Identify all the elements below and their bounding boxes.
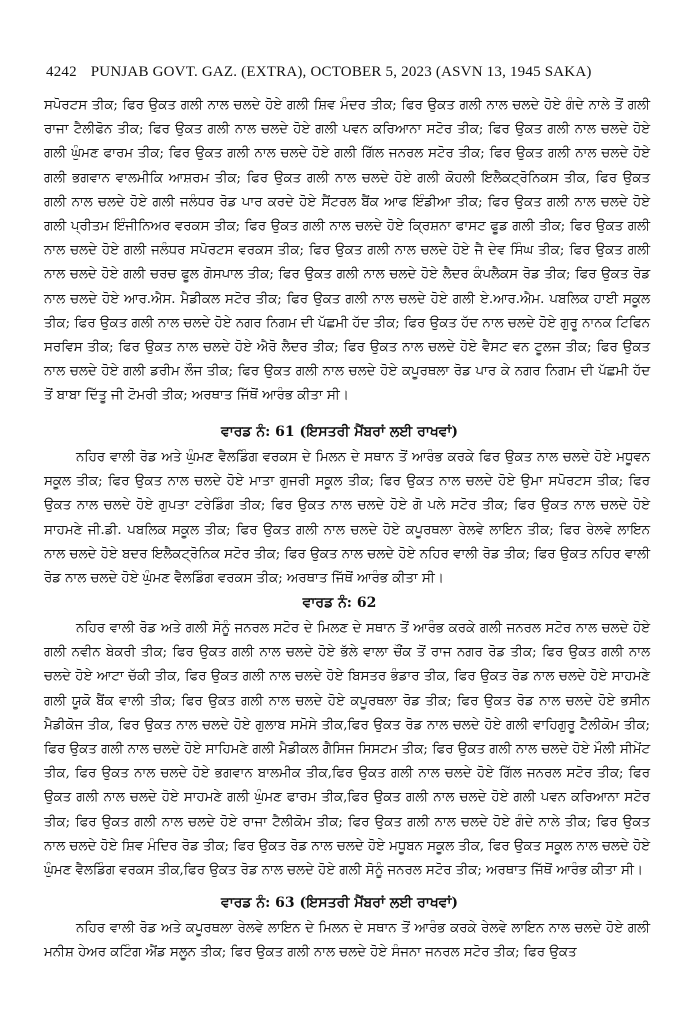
ward-61-heading: ਵਾਰਡ ਨੰ: 61 (ਇਸਤਰੀ ਮੈਂਬਰਾਂ ਲਈ ਰਾਖਵਾਂ) bbox=[220, 424, 459, 440]
page-header bbox=[46, 64, 646, 81]
running-title: PUNJAB GOVT. GAZ. (EXTRA), OCTOBER 5, 2023 (ASVN 13, 1945 SAKA) bbox=[90, 64, 592, 80]
ward-62-boundary: ਨਹਿਰ ਵਾਲੀ ਰੋਡ ਅਤੇ ਗਲੀ ਸੋਨੂੰ ਜਨਰਲ ਸਟੋਰ ਦੇ ਮਿਲਣ ਦੇ ਸਥਾਨ ਤੋਂ ਆਰੰਭ ਕਰਕੇ ਗਲੀ ਜਨਰਲ ਸਟੋਰ ਨਾਲ ਚਲਦੇ ਹੋਏ ਗਲੀ ਨਵੀਨ ਬੇਕਰੀ ਤੀਕ; ਫਿਰ ਉਕਤ ਗਲੀ ਨਾਲ ਚਲਦੇ ਹੋਏ ਭੱਲੇ ਵਾਲਾ ਚੌਂਕ ਤੋਂ ਰਾਜ ਨਗਰ ਰੋਡ ਤੀਕ; ਫਿਰ ਉਕਤ ਗਲੀ ਨਾਲ ਚਲਦੇ ਹੋਏ ਆਟਾ ਚੱਕੀ ਤੀਕ, ਫਿਰ ਉਕਤ ਗਲੀ ਨਾਲ ਚਲਦੇ ਹੋਏ ਬਿਸਤਰ ਭੰਡਾਰ ਤੀਕ, ਫਿਰ ਉਕਤ ਰੋਡ ਨਾਲ ਚਲਦੇ ਹੋਏ ਸਾਹਮਣੇ ਗਲੀ ਯੂਕੋ ਬੈਂਕ ਵਾਲੀ ਤੀਕ; ਫਿਰ ਉਕਤ ਗਲੀ ਨਾਲ ਚਲਦੇ ਹੋਏ ਕਪੂਰਥਲਾ ਰੋਡ ਤੀਕ; ਫਿਰ ਉਕਤ ਰੋਡ ਨਾਲ ਚਲਦੇ ਹੋਏ ਭਸੀਨ ਮੈਡੀਕੋਜ ਤੀਕ, ਫਿਰ ਉਕਤ ਨਾਲ ਚਲਦੇ ਹੋਏ ਗੁਲਾਬ ਸਮੋਸੇ ਤੀਕ,ਫਿਰ ਉਕਤ ਰੋਡ ਨਾਲ ਚਲਦੇ ਹੋਏ ਗਲੀ ਵਾਹਿਗੁਰੂ ਟੈਲੀਕੋਮ ਤੀਕ; ਫਿਰ ਉਕਤ ਗਲੀ ਨਾਲ ਚਲਦੇ ਹੋਏ ਸਾਹਿਮਣੇ ਗਲੀ ਮੈਡੀਕਲ ਗੈਸਿਜ ਸਿਸਟਮ ਤੀਕ; ਫਿਰ ਉਕਤ ਗਲੀ ਨਾਲ ਚਲਦੇ ਹੋਏ ਮੌਲੀ ਸੀਮੇਂਟ ਤੀਕ, ਫਿਰ ਉਕਤ ਨਾਲ ਚਲਦੇ ਹੋਏ ਭਗਵਾਨ ਬਾਲਮੀਕ ਤੀਕ,ਫਿਰ ਉਕਤ ਗਲੀ ਨਾਲ ਚਲਦੇ ਹੋਏ ਗਿੱਲ ਜਨਰਲ ਸਟੋਰ ਤੀਕ; ਫਿਰ ਉਕਤ ਗਲੀ ਨਾਲ ਚਲਦੇ ਹੋਏ ਸਾਹਮਣੇ ਗਲੀ ਘੁੰਮਣ ਫਾਰਮ ਤੀਕ,ਫਿਰ ਉਕਤ ਗਲੀ ਨਾਲ ਚਲਦੇ ਹੋਏ ਗਲੀ ਪਵਨ ਕਰਿਆਨਾ ਸਟੋਰ ਤੀਕ; ਫਿਰ ਉਕਤ ਗਲੀ ਨਾਲ ਚਲਦੇ ਹੋਏ ਰਾਜਾ ਟੈਲੀਕੋਮ ਤੀਕ; ਫਿਰ ਉਕਤ ਗਲੀ ਨਾਲ ਚਲਦੇ ਹੋਏ ਗੰਦੇ ਨਾਲੇ ਤੀਕ; ਫਿਰ ਉਕਤ ਨਾਲ ਚਲਦੇ ਹੋਏ ਸ਼ਿਵ ਮੰਦਿਰ ਰੋਡ ਤੀਕ; ਫਿਰ ਉਕਤ ਰੋਡ ਨਾਲ ਚਲਦੇ ਹੋਏ ਮਧੂਬਨ ਸਕੂਲ ਤੀਕ, ਫਿਰ ਉਕਤ ਸਕੂਲ ਨਾਲ ਚਲਦੇ ਹੋਏ ਘੁੰਮਣ ਵੈਲਡਿੰਗ ਵਰਕਸ ਤੀਕ,ਫਿਰ ਉਕਤ ਰੋਡ ਨਾਲ ਚਲਦੇ ਹੋਏ ਗਲੀ ਸੋਨੂੰ ਜਨਰਲ ਸਟੋਰ ਤੀਕ; ਅਰਥਾਤ ਜਿੱਥੋਂ ਆਰੰਭ ਕੀਤਾ ਸੀ। bbox=[44, 621, 650, 879]
page-number: 4242 bbox=[46, 64, 77, 80]
ward-63-boundary: ਨਹਿਰ ਵਾਲੀ ਰੋਡ ਅਤੇ ਕਪੂਰਥਲਾ ਰੇਲਵੇ ਲਾਇਨ ਦੇ ਮਿਲਨ ਦੇ ਸਥਾਨ ਤੋਂ ਆਰੰਭ ਕਰਕੇ ਰੇਲਵੇ ਲਾਇਨ ਨਾਲ ਚਲਦੇ ਹੋਏ ਗਲੀ ਮਨੀਸ਼ ਹੇਅਰ ਕਟਿੰਗ ਐਂਡ ਸਲੂਨ ਤੀਕ; ਫਿਰ ਉਕਤ ਗਲੀ ਨਾਲ ਚਲਦੇ ਹੋਏ ਸੰਜਨਾ ਜਨਰਲ ਸਟੋਰ ਤੀਕ; ਫਿਰ ਉਕਤ bbox=[44, 921, 650, 961]
ward-63-heading: ਵਾਰਡ ਨੰ: 63 (ਇਸਤਰੀ ਮੈਂਬਰਾਂ ਲਈ ਰਾਖਵਾਂ) bbox=[220, 895, 459, 911]
ward-62-heading: ਵਾਰਡ ਨੰ: 62 bbox=[302, 595, 377, 611]
ward-61-boundary: ਨਹਿਰ ਵਾਲੀ ਰੋਡ ਅਤੇ ਘੁੰਮਣ ਵੈਲਡਿੰਗ ਵਰਕਸ ਦੇ ਮਿਲਨ ਦੇ ਸਥਾਨ ਤੋਂ ਆਰੰਭ ਕਰਕੇ ਫਿਰ ਉਕਤ ਨਾਲ ਚਲਦੇ ਹੋਏ ਮਧੂਵਨ ਸਕੂਲ ਤੀਕ; ਫਿਰ ਉਕਤ ਨਾਲ ਚਲਦੇ ਹੋਏ ਮਾਤਾ ਗੁਜਰੀ ਸਕੂਲ ਤੀਕ; ਫਿਰ ਉਕਤ ਨਾਲ ਚਲਦੇ ਹੋਏ ਉਮਾ ਸਪੋਰਟਸ ਤੀਕ; ਫਿਰ ਉਕਤ ਨਾਲ ਚਲਦੇ ਹੋਏ ਗੁਪਤਾ ਟਰੇਡਿੰਗ ਤੀਕ; ਫਿਰ ਉਕਤ ਨਾਲ ਚਲਦੇ ਹੋਏ ਗੋ ਪਲੇ ਸਟੋਰ ਤੀਕ; ਫਿਰ ਉਕਤ ਨਾਲ ਚਲਦੇ ਹੋਏ ਸਾਹਮਣੇ ਜੀ.ਡੀ. ਪਬਲਿਕ ਸਕੂਲ ਤੀਕ; ਫਿਰ ਉਕਤ ਗਲੀ ਨਾਲ ਚਲਦੇ ਹੋਏ ਕਪੂਰਥਲਾ ਰੇਲਵੇ ਲਾਇਨ ਤੀਕ; ਫਿਰ ਰੇਲਵੇ ਲਾਇਨ ਨਾਲ ਚਲਦੇ ਹੋਏ ਬਦਰ ਇਲੈਕਟ੍ਰੋਨਿਕ ਸਟੋਰ ਤੀਕ; ਫਿਰ ਉਕਤ ਨਾਲ ਚਲਦੇ ਹੋਏ ਨਹਿਰ ਵਾਲੀ ਰੋਡ ਤੀਕ; ਫਿਰ ਉਕਤ ਨਹਿਰ ਵਾਲੀ ਰੋਡ ਨਾਲ ਚਲਦੇ ਹੋਏ ਘੁੰਮਣ ਵੈਲਡਿੰਗ ਵਰਕਸ ਤੀਕ; ਅਰਥਾਤ ਜਿੱਥੋਂ ਆਰੰਭ ਕੀਤਾ ਸੀ। bbox=[44, 450, 650, 587]
ward-60-boundary-continued: ਸਪੋਰਟਸ ਤੀਕ; ਫਿਰ ਉਕਤ ਗਲੀ ਨਾਲ ਚਲਦੇ ਹੋਏ ਗਲੀ ਸ਼ਿਵ ਮੰਦਰ ਤੀਕ; ਫਿਰ ਉਕਤ ਗਲੀ ਨਾਲ ਚਲਦੇ ਹੋਏ ਗੰਦੇ ਨਾਲੇ ਤੋਂ ਗਲੀ ਰਾਜਾ ਟੈਲੀਫੋਨ ਤੀਕ; ਫਿਰ ਉਕਤ ਗਲੀ ਨਾਲ ਚਲਦੇ ਹੋਏ ਗਲੀ ਪਵਨ ਕਰਿਆਨਾ ਸਟੋਰ ਤੀਕ; ਫਿਰ ਉਕਤ ਗਲੀ ਨਾਲ ਚਲਦੇ ਹੋਏ ਗਲੀ ਘੁੰਮਣ ਫਾਰਮ ਤੀਕ; ਫਿਰ ਉਕਤ ਗਲੀ ਨਾਲ ਚਲਦੇ ਹੋਏ ਗਲੀ ਗਿੱਲ ਜਨਰਲ ਸਟੋਰ ਤੀਕ; ਫਿਰ ਉਕਤ ਗਲੀ ਨਾਲ ਚਲਦੇ ਹੋਏ ਗਲੀ ਭਗਵਾਨ ਵਾਲਮੀਕਿ ਆਸ਼ਰਮ ਤੀਕ; ਫਿਰ ਉਕਤ ਗਲੀ ਨਾਲ ਚਲਦੇ ਹੋਏ ਗਲੀ ਕੋਹਲੀ ਇਲੈਕਟ੍ਰੋਨਿਕਸ ਤੀਕ, ਫਿਰ ਉਕਤ ਗਲੀ ਨਾਲ ਚਲਦੇ ਹੋਏ ਗਲੀ ਜਲੰਧਰ ਰੋਡ ਪਾਰ ਕਰਦੇ ਹੋਏ ਸੈਂਟਰਲ ਬੈਂਕ ਆਫ ਇੰਡੀਆ ਤੀਕ; ਫਿਰ ਉਕਤ ਗਲੀ ਨਾਲ ਚਲਦੇ ਹੋਏ ਗਲੀ ਪ੍ਰੀਤਮ ਇੰਜੀਨਿਅਰ ਵਰਕਸ ਤੀਕ; ਫਿਰ ਉਕਤ ਗਲੀ ਨਾਲ ਚਲਦੇ ਹੋਏ ਕ੍ਰਿਸ਼ਨਾ ਫਾਸਟ ਫੂਡ ਗਲੀ ਤੀਕ; ਫਿਰ ਉਕਤ ਗਲੀ ਨਾਲ ਚਲਦੇ ਹੋਏ ਗਲੀ ਜਲੰਧਰ ਸਪੋਰਟਸ ਵਰਕਸ ਤੀਕ; ਫਿਰ ਉਕਤ ਗਲੀ ਨਾਲ ਚਲਦੇ ਹੋਏ ਜੈ ਦੇਵ ਸਿੰਘ ਤੀਕ; ਫਿਰ ਉਕਤ ਗਲੀ ਨਾਲ ਚਲਦੇ ਹੋਏ ਗਲੀ ਚਰਚ ਫੂਲ ਗੋਸਪਾਲ ਤੀਕ; ਫਿਰ ਉਕਤ ਗਲੀ ਨਾਲ ਚਲਦੇ ਹੋਏ ਲੈਦਰ ਕੰਪਲੈਕਸ ਰੋਡ ਤੀਕ; ਫਿਰ ਉਕਤ ਰੋਡ ਨਾਲ ਚਲਦੇ ਹੋਏ ਆਰ.ਐਸ. ਮੈਡੀਕਲ ਸਟੋਰ ਤੀਕ; ਫਿਰ ਉਕਤ ਗਲੀ ਨਾਲ ਚਲਦੇ ਹੋਏ ਗਲੀ ਏ.ਆਰ.ਐਮ. ਪਬਲਿਕ ਹਾਈ ਸਕੂਲ ਤੀਕ; ਫਿਰ ਉਕਤ ਗਲੀ ਨਾਲ ਚਲਦੇ ਹੋਏ ਨਗਰ ਨਿਗਮ ਦੀ ਪੱਛਮੀ ਹੱਦ ਤੀਕ; ਫਿਰ ਉਕਤ ਹੱਦ ਨਾਲ ਚਲਦੇ ਹੋਏ ਗੁਰੂ ਨਾਨਕ ਟਿਫਿਨ ਸਰਵਿਸ ਤੀਕ; ਫਿਰ ਉਕਤ ਨਾਲ ਚਲਦੇ ਹੋਏ ਐਰੋ ਲੈਦਰ ਤੀਕ; ਫਿਰ ਉਕਤ ਨਾਲ ਚਲਦੇ ਹੋਏ ਵੈਸਟ ਵਨ ਟੂਲਜ ਤੀਕ; ਫਿਰ ਉਕਤ ਨਾਲ ਚਲਦੇ ਹੋਏ ਗਲੀ ਡਰੀਮ ਲੌਜ ਤੀਕ; ਫਿਰ ਉਕਤ ਗਲੀ ਨਾਲ ਚਲਦੇ ਹੋਏ ਕਪੂਰਥਲਾ ਰੋਡ ਪਾਰ ਕੇ ਨਗਰ ਨਿਗਮ ਦੀ ਪੱਛਮੀ ਹੱਦ ਤੋਂ ਬਾਬਾ ਦਿੱਤੂ ਜੀ ਟੋਮਰੀ ਤੀਕ; ਅਰਥਾਤ ਜਿੱਥੋਂ ਆਰੰਭ ਕੀਤਾ ਸੀ। bbox=[44, 98, 650, 404]
